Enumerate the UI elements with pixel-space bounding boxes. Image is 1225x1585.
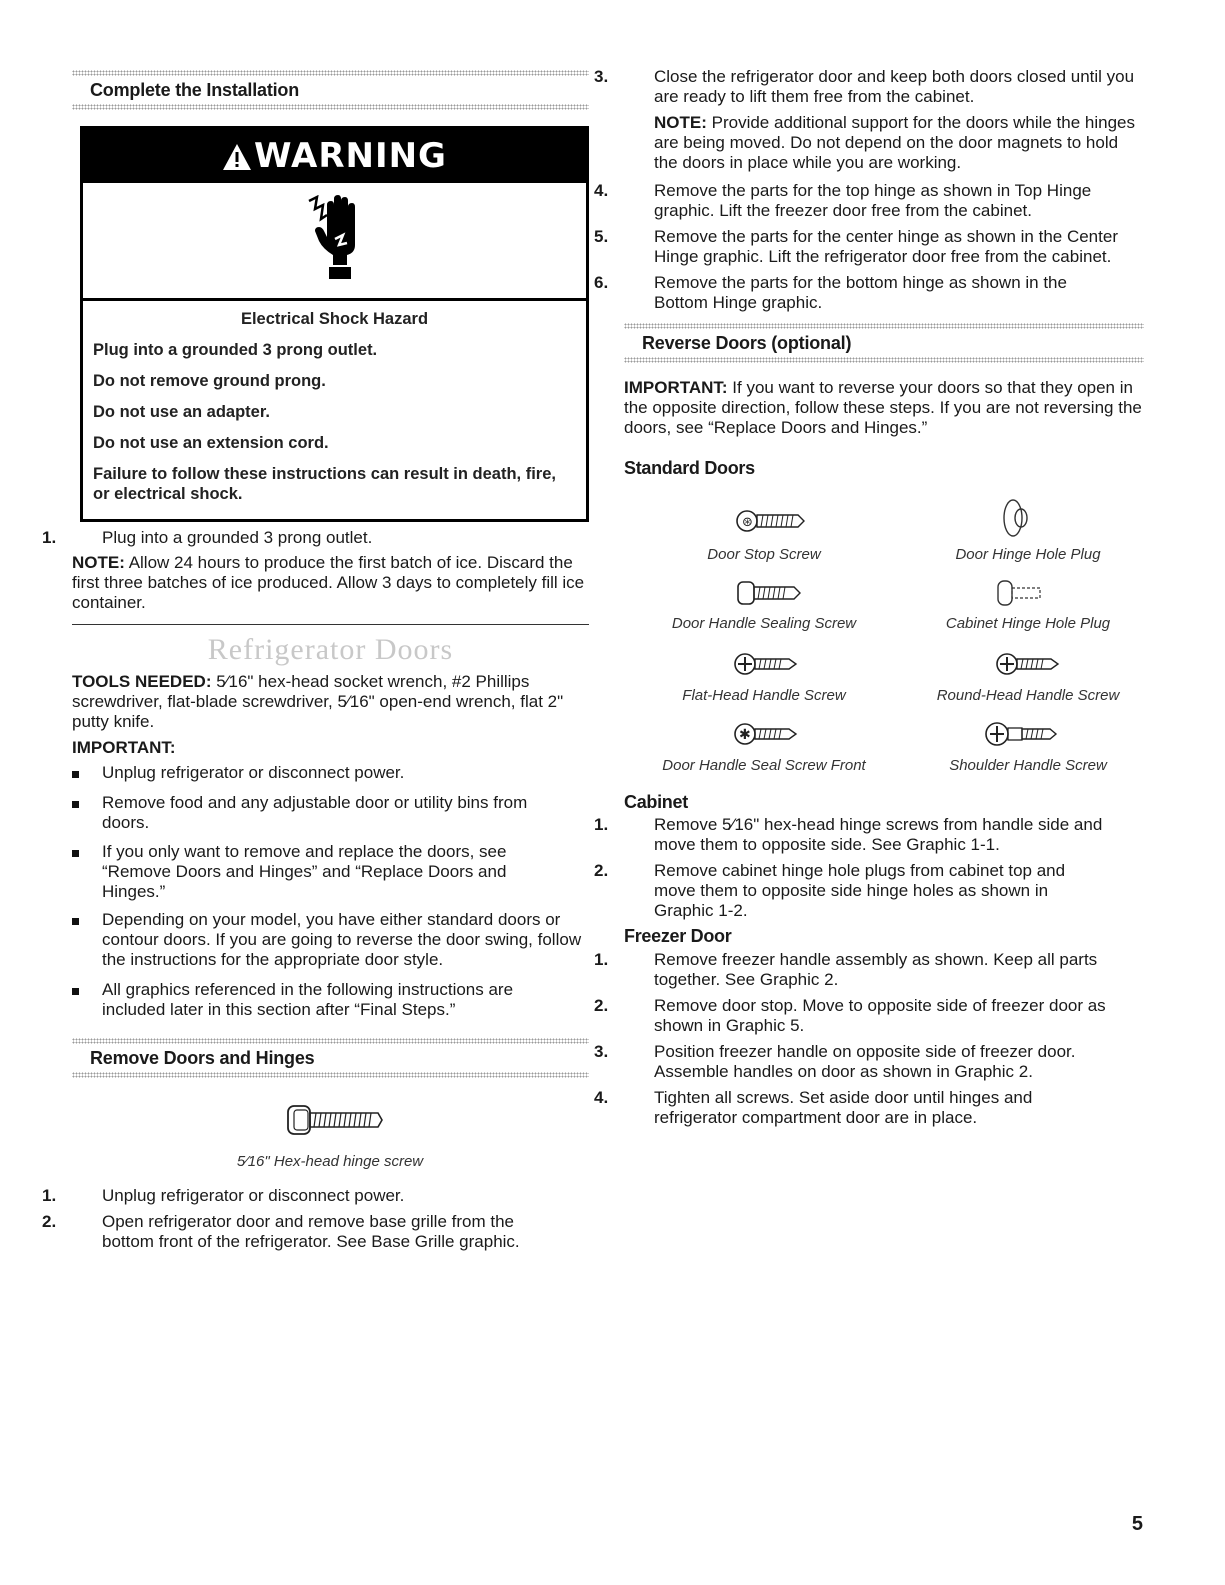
flat-head-screw-icon (734, 648, 804, 685)
complete-installation-header (72, 70, 589, 110)
section-heading: Reverse Doors (optional) (642, 333, 852, 353)
part-label: Cabinet Hinge Hole Plug (945, 615, 1111, 632)
door-handle-sealing-screw-icon (736, 578, 806, 613)
door-note: NOTE: Provide additional support for the doors while the hinges are being moved. Do not depend on the door magnets to hold the doors in place while you are working. (654, 113, 1135, 172)
install-note: NOTE: Allow 24 hours to produce the first batch of ice. Discard the first three batches of ice produced. Allow 3 days to completely fill ice container. (72, 553, 585, 612)
door-step-3: 3. Close the refrigerator door and keep both doors closed until you are ready to lift them free from the cabinet. (594, 67, 1135, 106)
tools-needed: TOOLS NEEDED: 5⁄16" hex-head socket wrench, #2 Phillips screwdriver, flat-blade screwdriver, 5⁄16" open-end wrench, flat 2" putty knife. (72, 672, 564, 731)
part-label: Door Handle Seal Screw Front (662, 757, 866, 774)
part-label: Door Hinge Hole Plug (955, 546, 1101, 563)
cabinet-step: 1. Remove 5⁄16" hex-head hinge screws from handle side and move them to opposite side. See Graphic 1-1. (594, 815, 1103, 854)
bullet-item: Unplug refrigerator or disconnect power. (72, 763, 562, 783)
section-heading: Complete the Installation (90, 80, 300, 100)
bullet-item: All graphics referenced in the following instructions are included later in this section after “Final Steps.” (72, 980, 552, 1020)
cabinet-plug-icon (996, 578, 1046, 613)
door-stop-screw-icon (736, 505, 806, 542)
remove-doors-header (72, 1038, 589, 1078)
hole-plug-icon (1001, 494, 1031, 543)
shock-icon-area (83, 183, 586, 301)
warning-line: Do not use an adapter. (93, 403, 270, 421)
reverse-important: IMPORTANT: If you want to reverse your doors so that they open in the opposite direction, follow these steps. If you are not reversing the doors, see “Replace Doors and Hinges.” (624, 378, 1142, 437)
warning-text (83, 301, 586, 504)
bullet-item: Remove food and any adjustable door or utility bins from doors. (72, 793, 562, 833)
cabinet-step: 2. Remove cabinet hinge hole plugs from cabinet top and move them to opposite side hinge holes as shown in Graphic 1-2. (594, 861, 1066, 920)
freezer-step: 1. Remove freezer handle assembly as shown. Keep all parts together. See Graphic 2. (594, 950, 1098, 989)
bullet-item: If you only want to remove and replace the doors, see “Remove Doors and Hinges” and “Replace Doors and Hinges.” (72, 842, 532, 902)
part-label: Door Handle Sealing Screw (671, 615, 857, 632)
warning-banner (83, 129, 586, 183)
part-label: Door Stop Screw (707, 546, 821, 563)
remove-step: 2. Open refrigerator door and remove base grille from the bottom front of the refrigerator. See Base Grille graphic. (42, 1212, 520, 1251)
install-step-1: 1. Plug into a grounded 3 prong outlet. (42, 528, 373, 547)
warning-line: Failure to follow these instructions can result in death, fire, or electrical shock. (93, 465, 556, 503)
remove-step: 1. Unplug refrigerator or disconnect power. (42, 1186, 405, 1205)
warning-line: Plug into a grounded 3 prong outlet. (93, 341, 378, 359)
cabinet-heading: Cabinet (624, 792, 688, 812)
warning-box (80, 126, 589, 522)
electrical-shock-icon (307, 195, 367, 279)
door-step-6: 6. Remove the parts for the bottom hinge as shown in the Bottom Hinge graphic. (594, 273, 1067, 312)
screw-caption: 5⁄16" Hex-head hinge screw (236, 1153, 424, 1170)
part-label: Round-Head Handle Screw (936, 687, 1120, 704)
part-label: Shoulder Handle Screw (949, 757, 1107, 774)
freezer-step: 2. Remove door stop. Move to opposite side of freezer door as shown in Graphic 5. (594, 996, 1106, 1035)
warning-triangle-icon (222, 133, 252, 187)
door-step-5: 5. Remove the parts for the center hinge as shown in the Center Hinge graphic. Lift the refrigerator door free from the cabinet. (594, 227, 1118, 266)
svg-text:✱: ✱ (739, 727, 751, 743)
section-heading: Remove Doors and Hinges (90, 1048, 315, 1068)
freezer-step: 3. Position freezer handle on opposite side of freezer door. Assemble handles on door as shown in Graphic 2. (594, 1042, 1076, 1081)
standard-doors-heading: Standard Doors (624, 458, 755, 478)
warning-line: Do not use an extension cord. (93, 434, 329, 452)
section-divider (72, 624, 589, 625)
page-number: 5 (1131, 1513, 1143, 1535)
warning-title: WARNING (254, 136, 447, 176)
freezer-step: 4. Tighten all screws. Set aside door until hinges and refrigerator compartment door are in place. (594, 1088, 1033, 1127)
door-step-4: 4. Remove the parts for the top hinge as shown in Top Hinge graphic. Lift the freezer door free from the cabinet. (594, 181, 1092, 220)
hazard-title: Electrical Shock Hazard (240, 310, 429, 328)
svg-text:⊛: ⊛ (742, 515, 753, 530)
part-label: Flat-Head Handle Screw (682, 687, 846, 704)
bullet-item: Depending on your model, you have either standard doors or contour doors. If you are going to reverse the door swing, follow the instructions for the appropriate door style. (72, 910, 589, 970)
freezer-door-heading: Freezer Door (624, 926, 732, 946)
refrigerator-doors-title: Refrigerator Doors (207, 633, 454, 666)
round-head-screw-icon (996, 648, 1066, 685)
seal-screw-icon (734, 718, 804, 755)
warning-line: Do not remove ground prong. (93, 372, 326, 390)
important-label: IMPORTANT: (72, 738, 176, 757)
shoulder-screw-icon (984, 718, 1064, 755)
screw-icon (284, 1100, 384, 1145)
reverse-doors-header (624, 323, 1144, 363)
